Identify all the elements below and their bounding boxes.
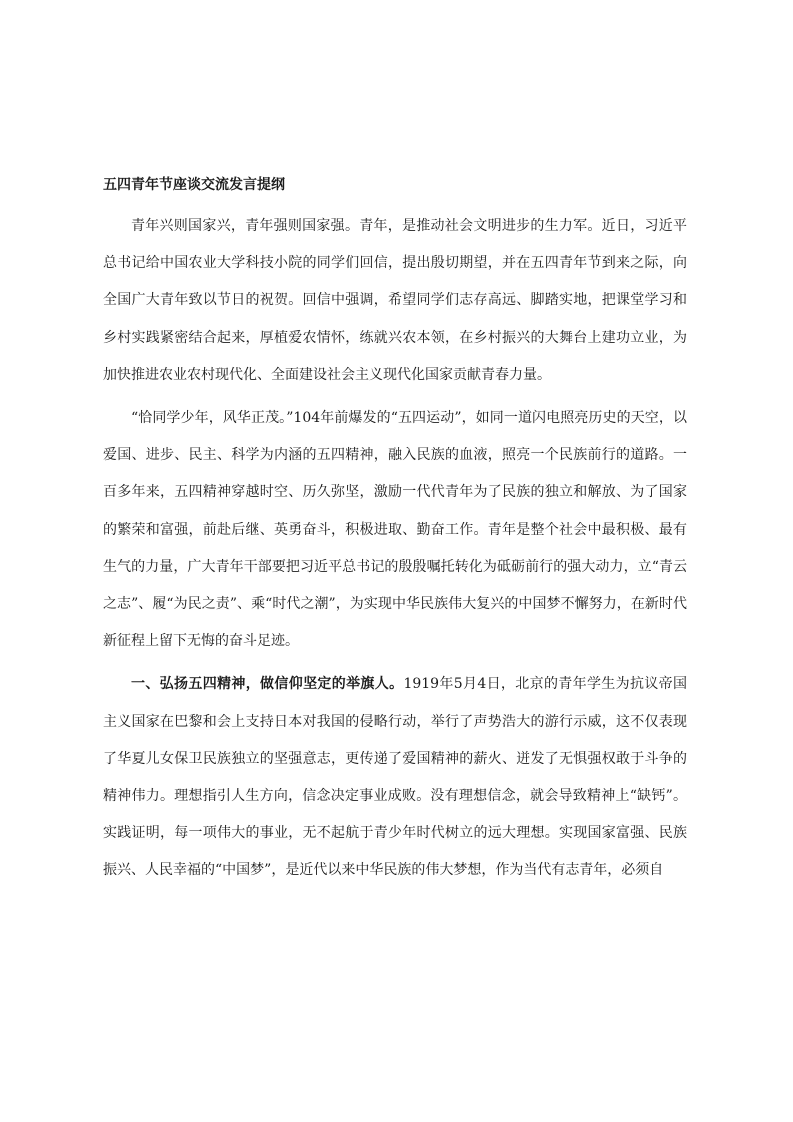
paragraph-2 <box>103 400 687 660</box>
paragraph-1-text: 青年兴则国家兴，青年强则国家强。青年，是推动社会文明进步的生力军。近日，习近平总书记给中国农业大学科技小院的同学们回信，提出殷切期望，并在五四青年节到来之际，向全国广大青年致以节日的祝贺。回信中强调，希望同学们志存高远、脚踏实地，把课堂学习和乡村实践紧密结合起来，厚植爱农情怀，练就兴农本领，在乡村振兴的大舞台上建功立业，为加快推进农业农村现代化、全面建设社会主义现代化国家贡献青春力量。 <box>103 218 687 383</box>
paragraph-3 <box>103 666 687 889</box>
document-title: 五四青年节座谈交流发言提纲 <box>103 177 285 193</box>
paragraph-2-text: “恰同学少年，风华正茂。”104年前爆发的“五四运动”，如同一道闪电照亮历史的天空，以爱国、进步、民主、科学为内涵的五四精神，融入民族的血液，照亮一个民族前行的道路。一百多年来，五四精神穿越时空、历久弥坚，激励一代代青年为了民族的独立和解放、为了国家的繁荣和富强，前赴后继、英勇奋斗，积极进取、勤奋工作。青年是整个社会中最积极、最有生气的力量，广大青年干部要把习近平总书记的殷殷嘱托转化为砥砺前行的强大动力，立“青云之志”、履“为民之责”、乘“时代之潮”，为实现中华民族伟大复兴的中国梦不懈努力，在新时代新征程上留下无悔的奋斗足迹。 <box>103 410 687 650</box>
paragraph-1 <box>103 208 687 394</box>
paragraph-3-text: 1919年5月4日，北京的青年学生为抗议帝国主义国家在巴黎和会上支持日本对我国的侵略行动，举行了声势浩大的游行示威，这不仅表现了华夏儿女保卫民族独立的坚强意志，更传递了爱国精神的薪火、迸发了无惧强权敢于斗争的精神伟力。理想指引人生方向，信念决定事业成败。没有理想信念，就会导致精神上“缺钙”。实践证明，每一项伟大的事业，无不起航于青少年时代树立的远大理想。实现国家富强、民族振兴、人民幸福的“中国梦”，是近代以来中华民族的伟大梦想，作为当代有志青年，必须自 <box>103 676 687 879</box>
section-1-heading: 一、弘扬五四精神，做信仰坚定的举旗人。 <box>131 676 404 693</box>
document-page <box>103 168 687 896</box>
